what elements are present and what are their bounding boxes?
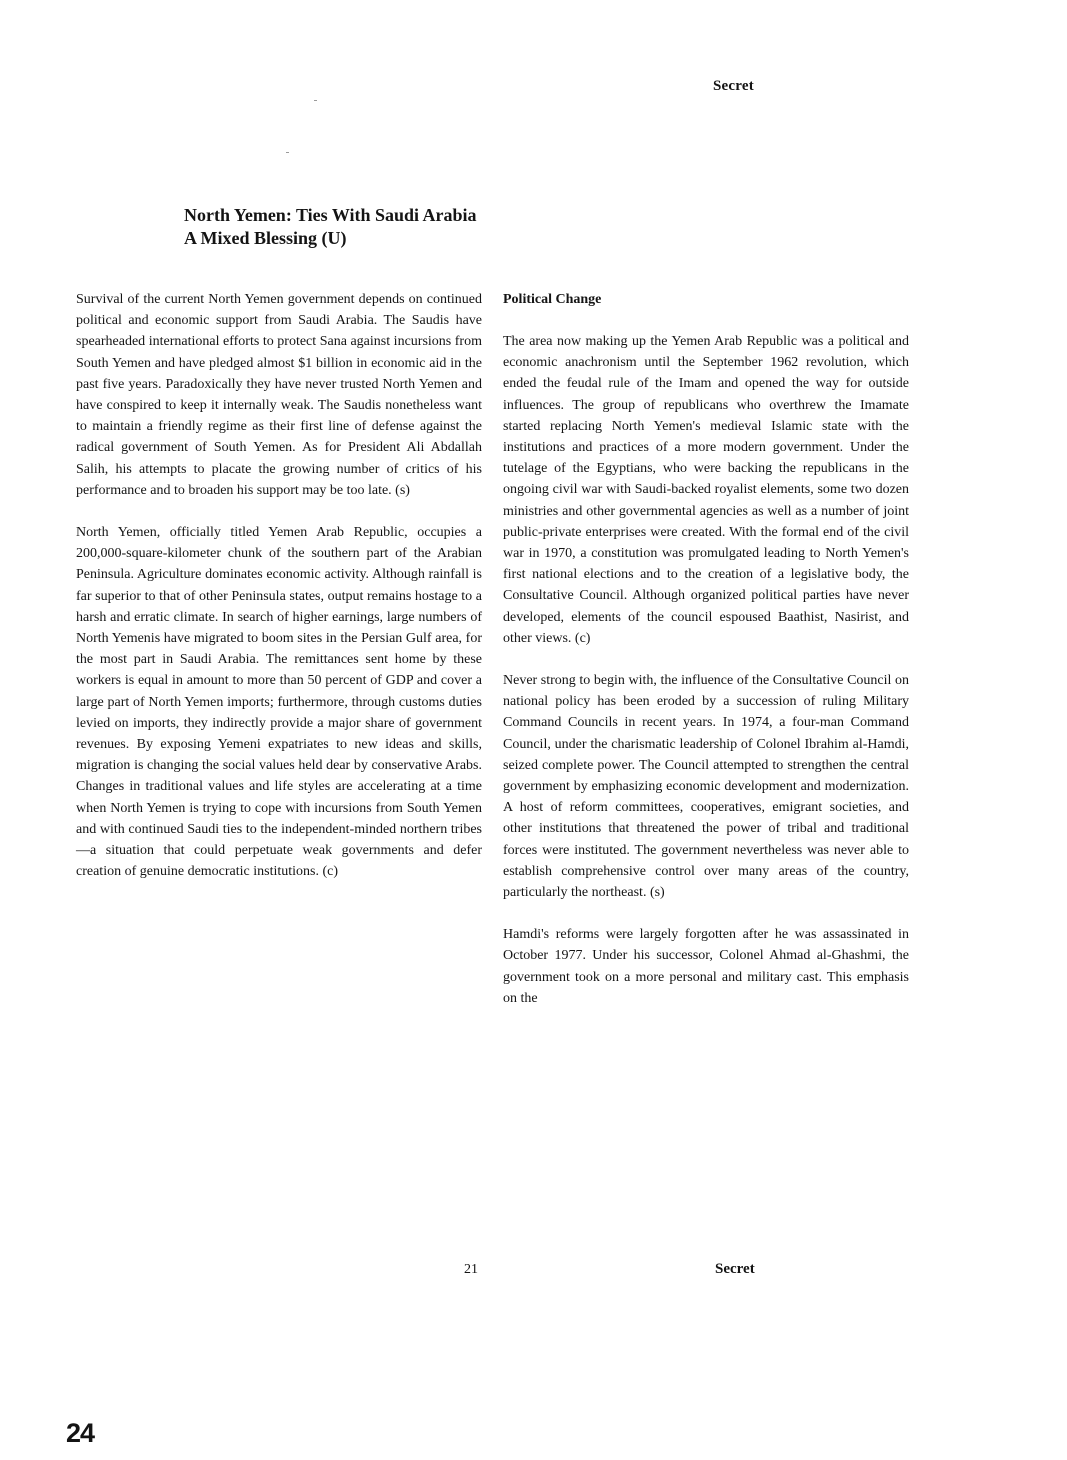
right-column [503, 289, 909, 1030]
paragraph: Never strong to begin with, the influence of the Consultative Council on national policy has been eroded by a succession of ruling Military Command Councils in recent years. In 1974, a four-man Command Council, under the charismatic leadership of Colonel Ibrahim al-Hamdi, seized complete power. The Council attempted to strengthen the central government by emphasizing economic development and modernization. A host of reform committees, cooperatives, emigrant societies, and other institutions that threatened the power of tribal and traditional forces were instituted. The government nevertheless was never able to establish comprehensive control over many areas of the country, particularly the northeast. (s) [503, 673, 909, 901]
section-heading: Political Change [503, 292, 602, 307]
paragraph: North Yemen, officially titled Yemen Arab Republic, occupies a 200,000-square-kilometer chunk of the southern part of the Arabian Peninsula. Agriculture dominates economic activity. Although rainfall is far superior to that of other Peninsula states, output remains hostage to a harsh and erratic climate. In search of higher earnings, large numbers of North Yemenis have migrated to boom sites in the Persian Gulf area, for the most part in Saudi Arabia. The remittances sent home by these workers is equal in amount to more than 50 percent of GDP and cover a large part of North Yemen imports; furthermore, through customs duties levied on imports, they indirectly provide a major share of government revenues. By exposing Yemeni expatriates to new ideas and skills, migration is changing the social values held dear by conservative Arabs. Changes in traditional values and life styles are accelerating at a time when North Yemen is trying to cope with incursions from South Yemen and with continued Saudi ties to the independent-minded northern tribes—a situation that could perpetuate weak governments and defer creation of genuine democratic institutions. (c) [76, 525, 482, 880]
title-line-2: A Mixed Blessing (U) [184, 228, 347, 248]
paragraph: The area now making up the Yemen Arab Republic was a political and economic anachronism until the September 1962 revolution, which ended the feudal rule of the Imam and opened the way for outside influences. The group of republicans who overthrew the Imamate started replacing North Yemen's medieval Islamic state with the institutions and practices of a more modern government. Under the tutelage of the Egyptians, who were backing the republicans in the ongoing civil war with Saudi-backed royalist elements, some two dozen ministries and other governmental agencies as well as a number of joint public-private enterprises were created. With the formal end of the civil war in 1970, a constitution was promulgated leading to North Yemen's first national elections and to the creation of a legislative body, the Consultative Council. Although organized political parties have never developed, elements of the council espoused Baathist, Nasirist, and other views. (c) [503, 334, 909, 646]
stamped-page-number: 24 [66, 1418, 95, 1448]
classification-footer: Secret [715, 1261, 755, 1277]
article-title [184, 204, 477, 250]
paragraph: Hamdi's reforms were largely forgotten after he was assassinated in October 1977. Under his successor, Colonel Ahmad al-Ghashmi, the government took on a more personal and military cast. This emphasis on the [503, 927, 909, 1006]
left-column [76, 289, 482, 903]
page-number: 21 [464, 1262, 478, 1277]
paragraph: Survival of the current North Yemen government depends on continued political and economic support from Saudi Arabia. The Saudis have spearheaded international efforts to protect Sana against incursions from South Yemen and have pledged almost $1 billion in economic aid in the past five years. Paradoxically they have never trusted North Yemen and have conspired to keep it internally weak. The Saudis nonetheless want to maintain a friendly regime as their first line of defense against the radical government of South Yemen. As for President Ali Abdallah Salih, his attempts to placate the growing number of critics of his performance and to broaden his support may be too late. (s) [76, 292, 482, 498]
scan-speck [286, 152, 289, 153]
scan-speck [314, 100, 317, 101]
title-line-1: North Yemen: Ties With Saudi Arabia [184, 205, 477, 225]
classification-header: Secret [713, 78, 754, 94]
